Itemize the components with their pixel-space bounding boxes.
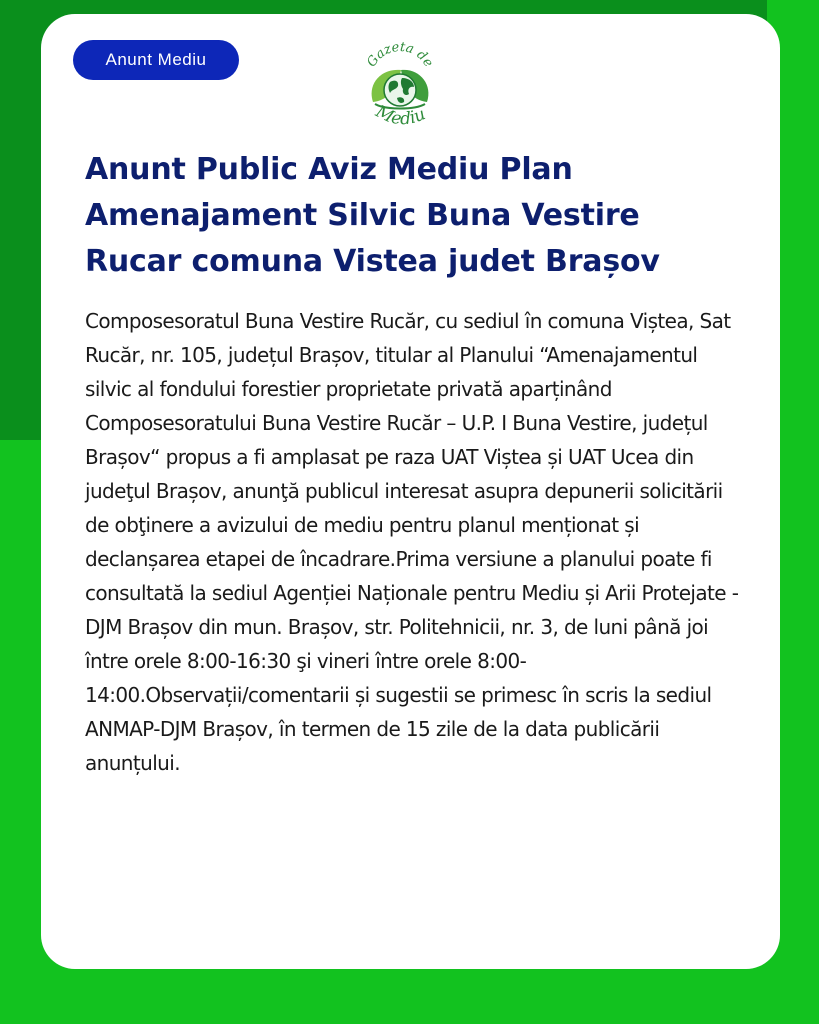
gazeta-de-mediu-logo (359, 40, 441, 132)
globe-leaf-icon (372, 70, 429, 109)
logo-top-text: Gazeta de (364, 40, 436, 70)
category-badge (73, 40, 239, 80)
article-body: Composesoratul Buna Vestire Rucăr, cu sediul în comuna Viștea, Sat Rucăr, nr. 105, județul Brașov, titular al Planului “Amenajamentul silvic al fondului forestier proprietate privată aparținând Composesoratului Buna Vestire Rucăr – U.P. I Buna Vestire, județul Brașov“ propus a fi amplasat pe raza UAT Viștea și UAT Ucea din judeţul Brașov, anunţă publicul interesat asupra depunerii solicitării de obţinere a avizului de mediu pentru planul menționat și declanșarea etapei de încadrare.Prima versiune a planului poate fi consultată la sediul Agenției Naționale pentru Mediu și Arii Protejate - DJM Brașov din mun. Brașov, str. Politehnicii, nr. 3, de luni până joi între orele 8:00-16:30 şi vineri între orele 8:00-14:00.Observații/comentarii și sugestii se primesc în scris la sediul ANMAP-DJM Brașov, în termen de 15 zile de la data publicării anunțului. (85, 309, 739, 775)
announcement-card (41, 14, 780, 969)
category-badge-label: Anunt Mediu (105, 50, 207, 69)
logo-bottom-text: Mediu (372, 101, 429, 130)
svg-text:Gazeta de (364, 40, 436, 70)
article-title: Anunt Public Aviz Mediu Plan Amenajament Silvic Buna Vestire Rucar comuna Vistea judet Brașov (85, 152, 660, 279)
